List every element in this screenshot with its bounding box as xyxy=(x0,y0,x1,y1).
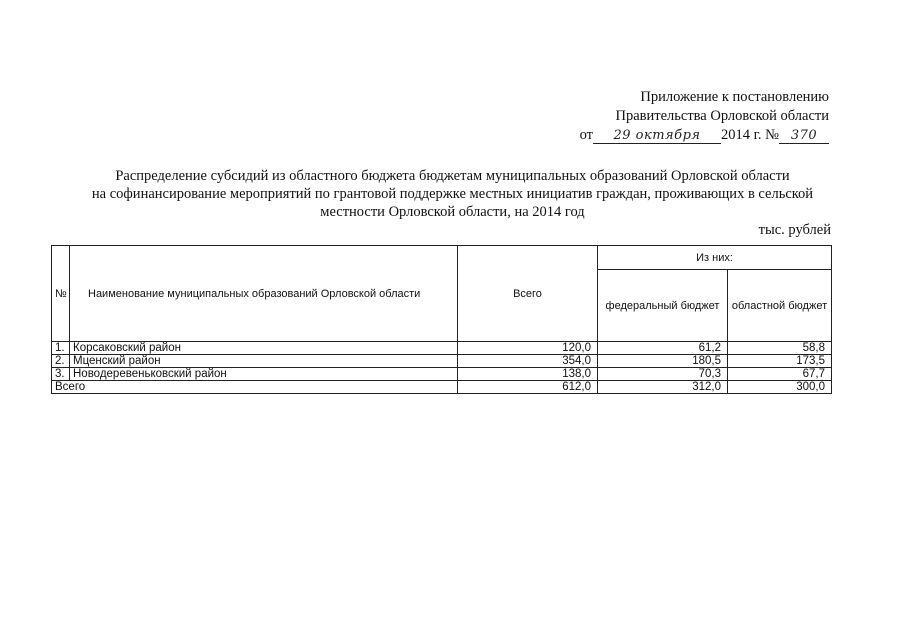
row-name: Мценский район xyxy=(70,355,458,368)
row-total: 354,0 xyxy=(458,355,598,368)
total-label: Всего xyxy=(52,381,458,394)
table-row xyxy=(52,342,832,355)
row-total: 120,0 xyxy=(458,342,598,355)
total-total: 612,0 xyxy=(458,381,598,394)
row-regional: 67,7 xyxy=(728,368,832,381)
row-federal: 180,5 xyxy=(598,355,728,368)
row-federal: 70,3 xyxy=(598,368,728,381)
header-regional: областной бюджет xyxy=(728,270,832,342)
header-name: Наименование муниципальных образований Орловской области xyxy=(70,246,458,342)
row-name: Корсаковский район xyxy=(70,342,458,355)
title-line-3: местности Орловской области, на 2014 год xyxy=(320,204,585,220)
row-name: Новодеревеньковский район xyxy=(70,368,458,381)
appendix-prefix: от xyxy=(579,127,593,143)
row-federal: 61,2 xyxy=(598,342,728,355)
document-title xyxy=(40,167,865,221)
subsidy-table xyxy=(51,245,832,394)
row-regional: 173,5 xyxy=(728,355,832,368)
appendix-year: 2014 г. № xyxy=(720,127,779,143)
header-num: № xyxy=(52,246,70,342)
total-regional: 300,0 xyxy=(728,381,832,394)
row-regional: 58,8 xyxy=(728,342,832,355)
header-federal: федеральный бюджет xyxy=(598,270,728,342)
handwritten-number: 370 xyxy=(779,128,829,144)
appendix-line-1: Приложение к постановлению xyxy=(640,89,829,105)
title-line-2: на софинансирование мероприятий по грантовой поддержке местных инициатив граждан, проживающих в сельской xyxy=(91,186,814,202)
table-total-row xyxy=(52,381,832,394)
table-row xyxy=(52,355,832,368)
appendix-date-line xyxy=(580,126,829,145)
header-of-them: Из них: xyxy=(598,246,832,270)
table-row xyxy=(52,368,832,381)
appendix-block xyxy=(580,88,829,145)
total-federal: 312,0 xyxy=(598,381,728,394)
units-label: тыс. рублей xyxy=(758,222,831,238)
row-total: 138,0 xyxy=(458,368,598,381)
row-num: 3. xyxy=(52,368,70,381)
appendix-line-2: Правительства Орловской области xyxy=(615,108,829,124)
row-num: 1. xyxy=(52,342,70,355)
header-total: Всего xyxy=(458,246,598,342)
row-num: 2. xyxy=(52,355,70,368)
title-line-1: Распределение субсидий из областного бюджета бюджетам муниципальных образований Орловской области xyxy=(115,168,790,184)
handwritten-date: 29 октября xyxy=(593,128,721,144)
